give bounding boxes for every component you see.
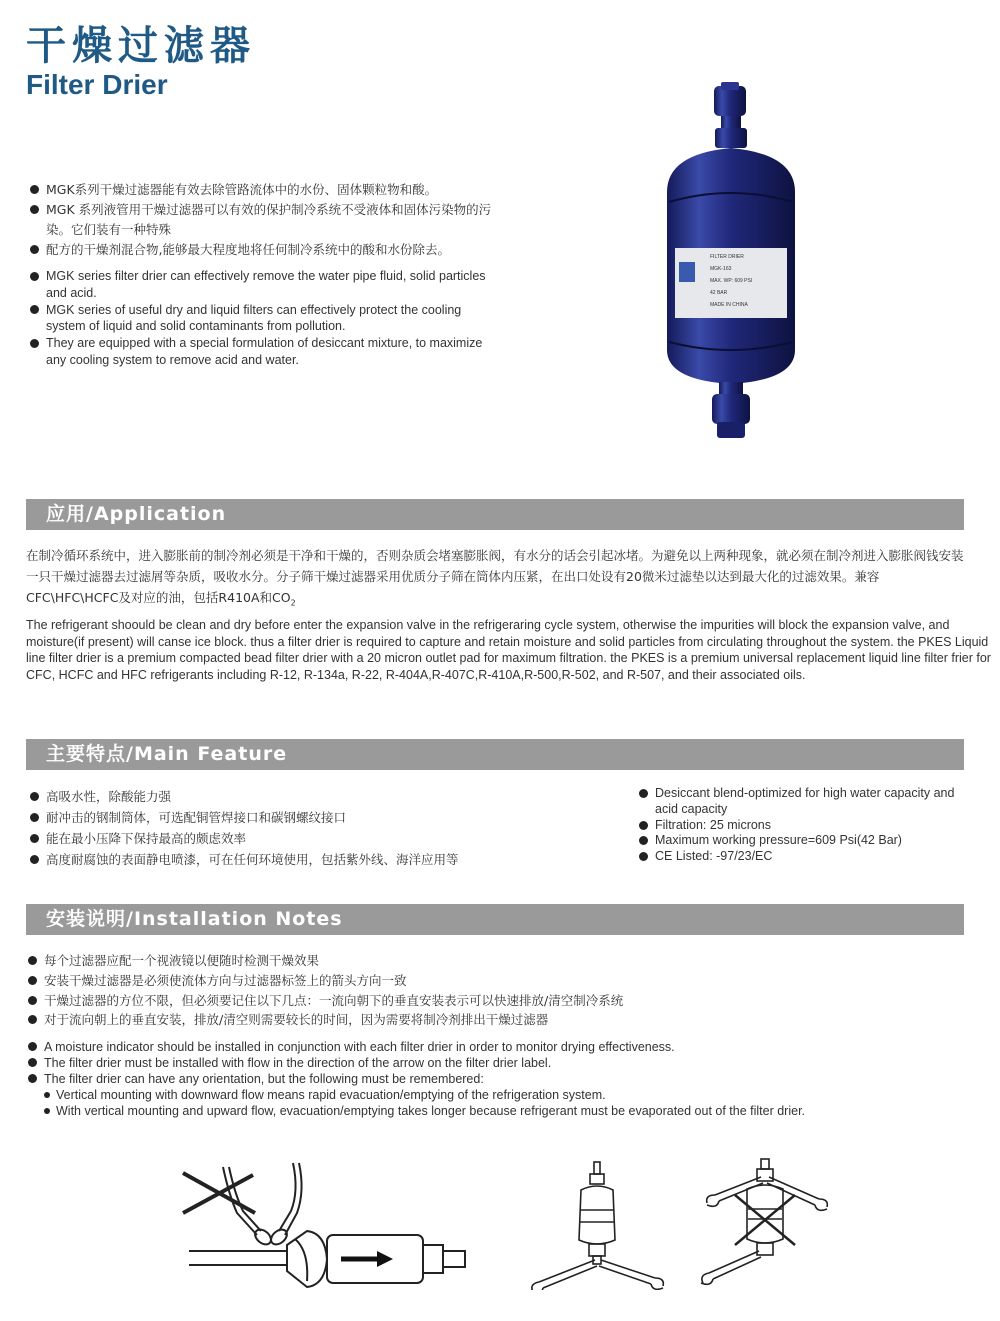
list-item: MGK系列干燥过滤器能有效去除管路流体中的水份、固体颗粒物和酸。 xyxy=(28,180,498,200)
list-item: CE Listed: -97/23/EC xyxy=(637,849,967,865)
application-text-cn xyxy=(26,545,971,614)
installation-list-en xyxy=(26,1039,926,1119)
product-label-line: FILTER DRIER xyxy=(710,254,744,260)
list-item: A moisture indicator should be installed in conjunction with each filter drier in order to monitor drying effectiveness. xyxy=(26,1039,926,1055)
application-text-cn-body: 在制冷循环系统中，进入膨胀前的制冷剂必须是干净和干燥的，否则杂质会堵塞膨胀阀，有水分的话会引起冰堵。为避免以上两种现象，就必须在制冷剂进入膨胀阀钱安装一只干燥过滤器去过滤屑等杂质，吸收水分。分子筛干燥过滤器采用优质分子筛在筒体内压紧，在出口处设有20微米过滤垫以达到最大化的过滤效果。兼容CFC\HFC\HCFC及对应的油，包括R410A和CO xyxy=(26,548,964,605)
list-item: The filter drier can have any orientation, but the following must be remembered: xyxy=(26,1071,926,1087)
page-title-cn: 干燥过滤器 xyxy=(26,23,256,69)
section-heading-main-feature: 主要特点/Main Feature xyxy=(26,739,964,770)
list-item: 高度耐腐蚀的表面静电喷漆，可在任何环境使用，包括紫外线、海洋应用等 xyxy=(28,849,508,870)
intro-list-en xyxy=(28,268,503,369)
page-title-en: Filter Drier xyxy=(26,69,168,100)
list-item: MGK series filter drier can effectively remove the water pipe fluid, solid particles and acid. xyxy=(28,268,503,301)
feature-list-en xyxy=(637,786,967,865)
filter-drier-product-image xyxy=(655,80,810,442)
list-item: 能在最小压降下保持最高的颇虑效率 xyxy=(28,828,508,849)
list-item: MGK 系列液管用干燥过滤器可以有效的保护制冷系统不受液体和固体污染物的污染。它们装有一种特殊 xyxy=(28,200,498,240)
list-item: 高吸水性，除酸能力强 xyxy=(28,786,508,807)
section-heading-application: 应用/Application xyxy=(26,499,964,530)
list-item: MGK series of useful dry and liquid filters can effectively protect the cooling system of liquid and solid contaminants from pollution. xyxy=(28,302,503,335)
list-sub-item: Vertical mounting with downward flow means rapid evacuation/emptying of the refrigeration system. xyxy=(26,1087,926,1103)
list-item: They are equipped with a special formulation of desiccant mixture, to maximize any cooling system to remove acid and water. xyxy=(28,335,503,368)
list-item: 配方的干燥剂混合物,能够最大程度地将任何制冷系统中的酸和水份除去。 xyxy=(28,240,498,260)
list-item: 干燥过滤器的方位不限，但必须要记住以下几点：一流向朝下的垂直安装表示可以快速排放/清空制冷系统 xyxy=(26,991,926,1011)
application-text-en: The refrigerant shoould be clean and dry before enter the expansion valve in the refrigeraring cycle system, otherwise the impurities will block the expansion valve, and moisture(if present) will canse ice block. thus a filter drier is required to capture and retain moisture and solid particles from circulating throughout the system. the PKES Liquid line filter drier is a premium compacted bead filter drier with a 20 micron outlet pad for maximum filtration. the PKES is a premium universal replacement liquid line filter frier for CFC, HCFC and HFC refrigerants including R-12, R-134a, R-22, R-404A,R-407C,R-410A,R-500,R-502, and R-507, and their associated oils. xyxy=(26,618,991,682)
list-item: 每个过滤器应配一个视液镜以便随时检测干燥效果 xyxy=(26,951,926,971)
list-item: 对于流向朝上的垂直安装，排放/清空则需要较长的时间，因为需要将制冷剂排出干燥过滤器 xyxy=(26,1010,926,1030)
list-item: The filter drier must be installed with flow in the direction of the arrow on the filter drier label. xyxy=(26,1055,926,1071)
list-item: Filtration: 25 microns xyxy=(637,818,967,834)
incorrect-mount-diagram xyxy=(695,1155,840,1290)
list-item: Maximum working pressure=609 Psi(42 Bar) xyxy=(637,833,967,849)
feature-list-cn xyxy=(28,786,508,870)
list-item: Desiccant blend-optimized for high water capacity and acid capacity xyxy=(637,786,967,818)
product-label-line: 42 BAR xyxy=(710,290,728,296)
intro-list-cn xyxy=(28,180,498,260)
list-sub-item: With vertical mounting and upward flow, evacuation/emptying takes longer because refrigerant must be evaporated out of the filter drier. xyxy=(26,1103,926,1119)
subscript: 2 xyxy=(290,598,296,608)
product-label-line: MAX. WP: 609 PSI xyxy=(710,278,753,284)
welding-warning-diagram xyxy=(175,1155,475,1305)
installation-list-cn xyxy=(26,951,926,1030)
product-label-line: MGK-163 xyxy=(710,266,732,272)
list-item: 耐冲击的钢制筒体，可选配铜管焊接口和碳钢螺纹接口 xyxy=(28,807,508,828)
vertical-mount-wrench-diagram xyxy=(525,1160,670,1290)
product-label-line: MADE IN CHINA xyxy=(710,302,748,308)
list-item: 安装干燥过滤器是必须使流体方向与过滤器标签上的箭头方向一致 xyxy=(26,971,926,991)
section-heading-installation: 安装说明/Installation Notes xyxy=(26,904,964,935)
